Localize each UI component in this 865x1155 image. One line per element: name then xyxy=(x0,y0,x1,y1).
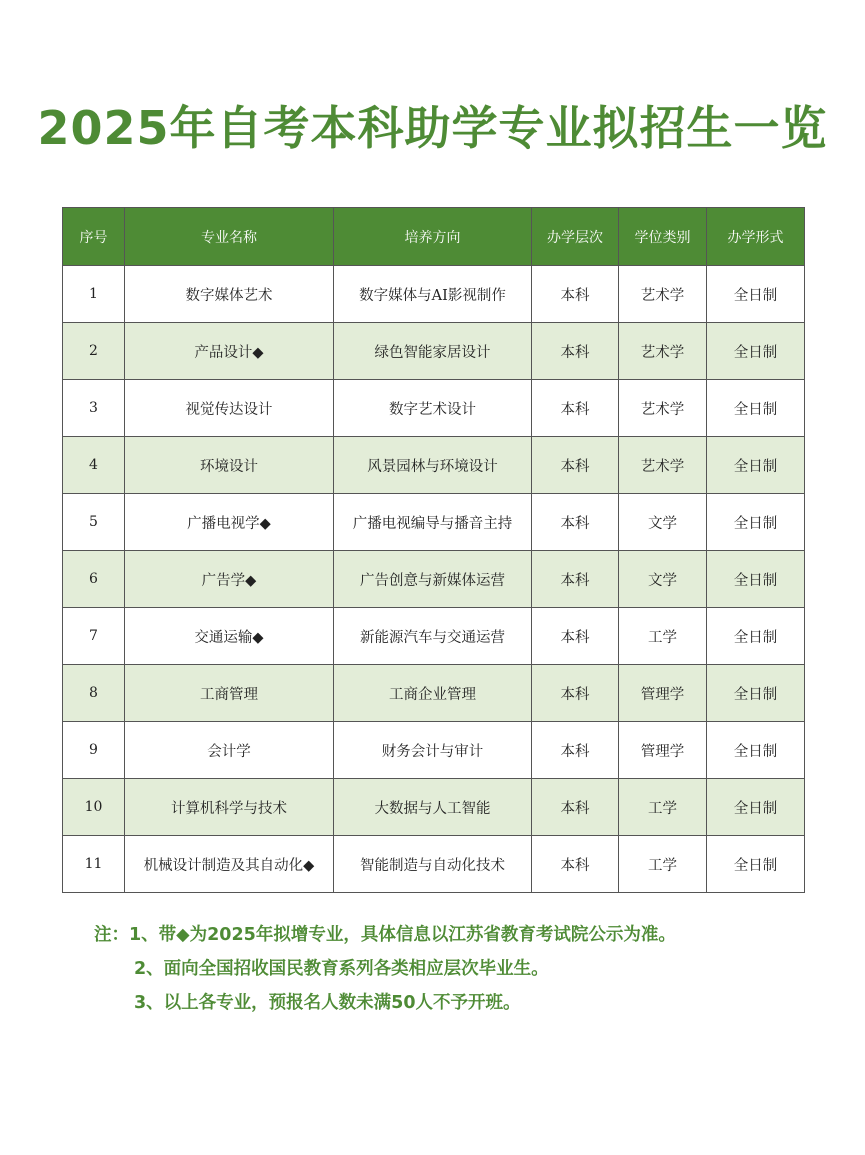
cell-level: 本科 xyxy=(532,836,619,893)
cell-direction: 广播电视编导与播音主持 xyxy=(334,494,532,551)
cell-direction: 绿色智能家居设计 xyxy=(334,323,532,380)
cell-direction: 数字媒体与AI影视制作 xyxy=(334,266,532,323)
cell-major-name: 广告学◆ xyxy=(125,551,334,608)
cell-mode: 全日制 xyxy=(707,779,805,836)
cell-direction: 大数据与人工智能 xyxy=(334,779,532,836)
header-major-name: 专业名称 xyxy=(125,208,334,266)
table-row xyxy=(63,437,805,494)
cell-direction: 数字艺术设计 xyxy=(334,380,532,437)
cell-level: 本科 xyxy=(532,266,619,323)
table-row xyxy=(63,836,805,893)
table-row xyxy=(63,551,805,608)
cell-major-name: 广播电视学◆ xyxy=(125,494,334,551)
cell-degree: 文学 xyxy=(619,551,707,608)
cell-index: 4 xyxy=(63,437,125,494)
cell-major-name: 数字媒体艺术 xyxy=(125,266,334,323)
table-header-row xyxy=(63,208,805,266)
cell-major-name: 产品设计◆ xyxy=(125,323,334,380)
cell-major-name: 计算机科学与技术 xyxy=(125,779,334,836)
header-degree: 学位类别 xyxy=(619,208,707,266)
cell-level: 本科 xyxy=(532,494,619,551)
cell-degree: 工学 xyxy=(619,779,707,836)
cell-mode: 全日制 xyxy=(707,380,805,437)
cell-mode: 全日制 xyxy=(707,437,805,494)
cell-index: 1 xyxy=(63,266,125,323)
header-direction: 培养方向 xyxy=(334,208,532,266)
cell-index: 11 xyxy=(63,836,125,893)
cell-mode: 全日制 xyxy=(707,323,805,380)
cell-mode: 全日制 xyxy=(707,665,805,722)
cell-level: 本科 xyxy=(532,608,619,665)
cell-direction: 风景园林与环境设计 xyxy=(334,437,532,494)
cell-index: 8 xyxy=(63,665,125,722)
note-line: 注：1、带◆为2025年拟增专业，具体信息以江苏省教育考试院公示为准。 xyxy=(94,925,676,945)
table-row xyxy=(63,494,805,551)
cell-major-name: 工商管理 xyxy=(125,665,334,722)
cell-degree: 艺术学 xyxy=(619,380,707,437)
table-row xyxy=(63,608,805,665)
cell-mode: 全日制 xyxy=(707,836,805,893)
cell-degree: 工学 xyxy=(619,836,707,893)
header-index: 序号 xyxy=(63,208,125,266)
cell-index: 6 xyxy=(63,551,125,608)
cell-mode: 全日制 xyxy=(707,551,805,608)
cell-major-name: 机械设计制造及其自动化◆ xyxy=(125,836,334,893)
table-row xyxy=(63,323,805,380)
header-mode: 办学形式 xyxy=(707,208,805,266)
cell-degree: 艺术学 xyxy=(619,323,707,380)
cell-degree: 艺术学 xyxy=(619,266,707,323)
table-row xyxy=(63,380,805,437)
cell-level: 本科 xyxy=(532,722,619,779)
cell-level: 本科 xyxy=(532,779,619,836)
cell-mode: 全日制 xyxy=(707,722,805,779)
cell-major-name: 视觉传达设计 xyxy=(125,380,334,437)
cell-degree: 艺术学 xyxy=(619,437,707,494)
majors-table xyxy=(62,207,805,893)
cell-direction: 新能源汽车与交通运营 xyxy=(334,608,532,665)
cell-index: 5 xyxy=(63,494,125,551)
cell-index: 3 xyxy=(63,380,125,437)
cell-degree: 工学 xyxy=(619,608,707,665)
cell-index: 7 xyxy=(63,608,125,665)
cell-mode: 全日制 xyxy=(707,494,805,551)
notes-section xyxy=(94,918,676,1020)
cell-level: 本科 xyxy=(532,323,619,380)
table-row xyxy=(63,779,805,836)
cell-direction: 财务会计与审计 xyxy=(334,722,532,779)
cell-level: 本科 xyxy=(532,665,619,722)
cell-degree: 文学 xyxy=(619,494,707,551)
cell-mode: 全日制 xyxy=(707,266,805,323)
header-level: 办学层次 xyxy=(532,208,619,266)
cell-index: 10 xyxy=(63,779,125,836)
note-line: 3、以上各专业，预报名人数未满50人不予开班。 xyxy=(134,993,521,1013)
cell-degree: 管理学 xyxy=(619,665,707,722)
cell-mode: 全日制 xyxy=(707,608,805,665)
note-line: 2、面向全国招收国民教育系列各类相应层次毕业生。 xyxy=(134,959,549,979)
cell-index: 2 xyxy=(63,323,125,380)
cell-index: 9 xyxy=(63,722,125,779)
table-row xyxy=(63,266,805,323)
table-row xyxy=(63,722,805,779)
cell-degree: 管理学 xyxy=(619,722,707,779)
cell-level: 本科 xyxy=(532,437,619,494)
cell-level: 本科 xyxy=(532,551,619,608)
cell-major-name: 交通运输◆ xyxy=(125,608,334,665)
page-title: 2025年自考本科助学专业拟招生一览 xyxy=(37,101,828,155)
cell-level: 本科 xyxy=(532,380,619,437)
cell-direction: 广告创意与新媒体运营 xyxy=(334,551,532,608)
cell-direction: 工商企业管理 xyxy=(334,665,532,722)
cell-direction: 智能制造与自动化技术 xyxy=(334,836,532,893)
cell-major-name: 环境设计 xyxy=(125,437,334,494)
cell-major-name: 会计学 xyxy=(125,722,334,779)
table-row xyxy=(63,665,805,722)
